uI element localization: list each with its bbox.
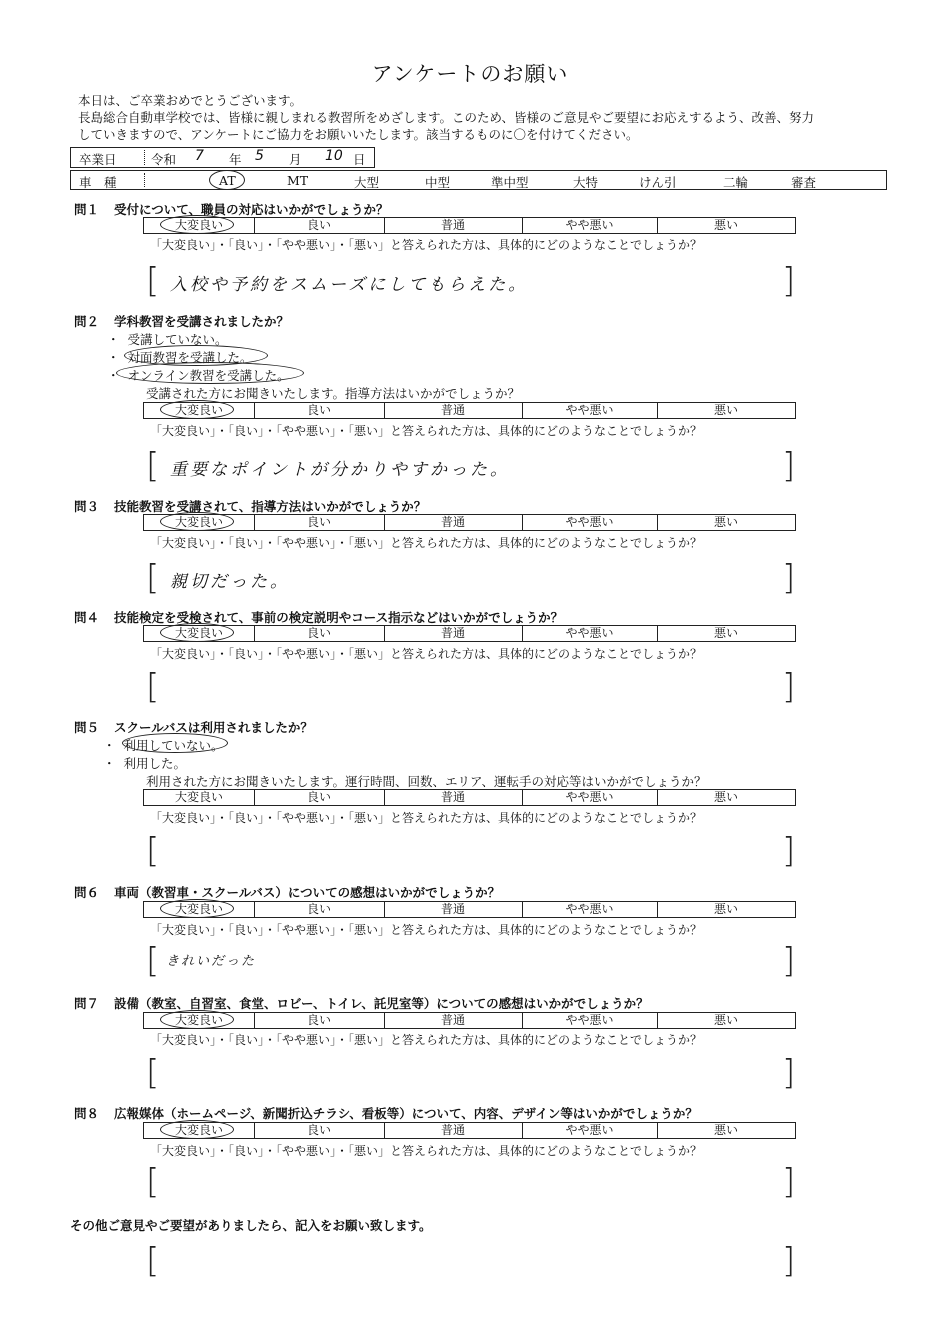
rating-q6 (143, 901, 796, 918)
rating-option[interactable]: 良い (254, 902, 385, 917)
q2-sub-option[interactable]: ・ オンライン教習を受講した。 (107, 368, 290, 383)
open-bracket: [ (146, 261, 160, 301)
followup-note: 「大変良い」・「良い」・「やや悪い」・「悪い」と答えられた方は、具体的にどのようなことでしょうか？ (150, 536, 703, 550)
close-bracket: ] (782, 1241, 796, 1281)
q2-selected-circle (116, 362, 304, 384)
close-bracket: ] (782, 667, 796, 707)
rating-option[interactable]: 良い (254, 218, 385, 233)
close-bracket: ] (782, 261, 796, 301)
open-bracket: [ (146, 1241, 160, 1281)
close-bracket: ] (782, 446, 796, 486)
rating-option[interactable]: 悪い (713, 902, 738, 916)
followup-note: 「大変良い」・「良い」・「やや悪い」・「悪い」と答えられた方は、具体的にどのようなことでしょうか？ (150, 1144, 703, 1158)
rating-option[interactable]: やや悪い (522, 515, 658, 530)
close-bracket: ] (782, 941, 796, 981)
rating-option[interactable]: 悪い (713, 403, 738, 417)
vehicle-type[interactable]: けん引 (639, 175, 677, 190)
vehicle-type[interactable]: 大型 (354, 175, 380, 190)
rating-option[interactable]: 普通 (384, 218, 523, 233)
open-bracket: [ (146, 1162, 160, 1202)
rating-q8 (143, 1122, 796, 1139)
page-title: アンケートのお願い (371, 62, 569, 86)
rating-option[interactable]: 大変良い (144, 902, 255, 917)
selected-circle (160, 623, 234, 642)
rating-option[interactable]: 悪い (713, 218, 738, 232)
vehicle-selected-circle (209, 170, 245, 190)
followup-note: 「大変良い」・「良い」・「やや悪い」・「悪い」と答えられた方は、具体的にどのようなことでしょうか？ (150, 424, 703, 438)
rating-option[interactable]: 大変良い (144, 626, 255, 641)
vehicle-type[interactable]: 中型 (425, 175, 451, 190)
question-6: 問６ 車両（教習車・スクールバス）についての感想はいかがでしょうか？ (74, 885, 501, 900)
graduation-label: 卒業日 (79, 152, 117, 167)
intro-line-1: 本日は、ご卒業おめでとうございます。 (78, 93, 303, 108)
rating-option[interactable]: 大変良い (144, 1013, 255, 1028)
vehicle-type-row (70, 170, 887, 190)
rating-q5 (143, 789, 796, 806)
rating-option[interactable]: 大変良い (144, 403, 255, 418)
question-7: 問７ 設備（教室、自習室、食堂、ロビー、トイレ、託児室等）についての感想はいかがでしょうか？ (74, 996, 649, 1011)
rating-option[interactable]: 普通 (384, 902, 523, 917)
rating-q1 (143, 217, 796, 234)
rating-option[interactable]: 悪い (713, 1013, 738, 1027)
graduation-day[interactable]: 10 (325, 148, 343, 164)
rating-option[interactable]: 良い (254, 1123, 385, 1138)
question-4: 問４ 技能検定を受検されて、事前の検定説明やコース指示などはいかがでしょうか？ (74, 610, 564, 625)
q5-selected-circle (122, 733, 228, 753)
rating-option[interactable]: 良い (254, 515, 385, 530)
rating-option[interactable]: 悪い (713, 515, 738, 529)
vehicle-type[interactable]: 二輪 (723, 175, 749, 190)
rating-option[interactable]: 悪い (713, 790, 738, 804)
graduation-month[interactable]: 5 (255, 148, 264, 164)
open-bracket: [ (146, 558, 160, 598)
rating-option[interactable]: 大変良い (144, 218, 255, 233)
era: 令和 (151, 152, 177, 167)
vehicle-type[interactable]: 審査 (791, 175, 817, 190)
q2-prompt: 受講された方にお聞きいたします。指導方法はいかがでしょうか？ (146, 386, 521, 401)
vehicle-type[interactable]: 大特 (573, 175, 599, 190)
q2-sub-option[interactable]: ・ 対面教習を受講した。 (107, 350, 253, 365)
intro-line-2: 長島総合自動車学校では、皆様に親しまれる教習所をめざします。このため、皆様のご意見やご要望にお応えするよう、改善、努力 (78, 110, 815, 125)
question-8: 問８ 広報媒体（ホームページ、新聞折込チラシ、看板等）について、内容、デザイン等はいかがでしょうか？ (74, 1106, 698, 1121)
question-3: 問３ 技能教習を受講されて、指導方法はいかがでしょうか？ (74, 499, 427, 514)
answer-q3[interactable]: 親切だった。 (170, 572, 290, 592)
rating-option[interactable]: 良い (254, 403, 385, 418)
close-bracket: ] (782, 1053, 796, 1093)
rating-option[interactable]: 普通 (384, 626, 523, 641)
q2-sub-option[interactable]: ・ 受講していない。 (107, 332, 228, 347)
rating-option[interactable]: 大変良い (144, 515, 255, 530)
selected-circle (160, 512, 234, 531)
rating-option[interactable]: やや悪い (522, 403, 658, 418)
close-bracket: ] (782, 831, 796, 871)
open-bracket: [ (146, 831, 160, 871)
followup-note: 「大変良い」・「良い」・「やや悪い」・「悪い」と答えられた方は、具体的にどのようなことでしょうか？ (150, 647, 703, 661)
q5-sub-option[interactable]: ・ 利用していない。 (103, 738, 224, 753)
graduation-year[interactable]: 7 (195, 148, 204, 164)
open-bracket: [ (146, 667, 160, 707)
close-bracket: ] (782, 1162, 796, 1202)
rating-option[interactable]: 普通 (384, 1013, 523, 1028)
rating-option[interactable]: 普通 (384, 790, 523, 805)
rating-option[interactable]: 普通 (384, 403, 523, 418)
rating-option[interactable]: 良い (254, 1013, 385, 1028)
graduation-date-row: 卒業日 令和 7 年 5 月 10 日 (70, 147, 375, 168)
followup-note: 「大変良い」・「良い」・「やや悪い」・「悪い」と答えられた方は、具体的にどのようなことでしょうか？ (150, 811, 703, 825)
followup-note: 「大変良い」・「良い」・「やや悪い」・「悪い」と答えられた方は、具体的にどのようなことでしょうか？ (150, 238, 703, 252)
rating-option[interactable]: 悪い (713, 626, 738, 640)
closing-text: その他ご意見やご要望がありましたら、記入をお願い致します。 (70, 1218, 432, 1233)
rating-option[interactable]: 大変良い (144, 1123, 255, 1138)
rating-option[interactable]: やや悪い (522, 1013, 658, 1028)
vehicle-label: 車 種 (79, 175, 117, 190)
vehicle-type[interactable]: AT (219, 173, 236, 188)
selected-circle (160, 899, 234, 918)
selected-circle (160, 1010, 234, 1029)
rating-q7 (143, 1012, 796, 1029)
followup-note: 「大変良い」・「良い」・「やや悪い」・「悪い」と答えられた方は、具体的にどのようなことでしょうか？ (150, 923, 703, 937)
close-bracket: ] (782, 558, 796, 598)
selected-circle (160, 400, 234, 419)
rating-option[interactable]: 良い (254, 626, 385, 641)
intro-line-3: していきますので、アンケートにご協力をお願いいたします。該当するものに〇を付けてください。 (78, 127, 639, 142)
open-bracket: [ (146, 941, 160, 981)
rating-option[interactable]: やや悪い (522, 1123, 658, 1138)
vehicle-type[interactable]: 準中型 (491, 175, 529, 190)
question-5: 問５ スクールバスは利用されましたか？ (74, 720, 313, 735)
vehicle-type[interactable]: MT (287, 173, 309, 188)
rating-option[interactable]: 悪い (713, 1123, 738, 1137)
rating-option[interactable]: 普通 (384, 1123, 523, 1138)
rating-option[interactable]: やや悪い (522, 218, 658, 233)
rating-option[interactable]: 普通 (384, 515, 523, 530)
followup-note: 「大変良い」・「良い」・「やや悪い」・「悪い」と答えられた方は、具体的にどのようなことでしょうか？ (150, 1033, 703, 1047)
rating-option[interactable]: 大変良い (144, 790, 255, 805)
selected-circle (160, 215, 234, 234)
rating-option[interactable]: 良い (254, 790, 385, 805)
selected-circle (160, 1120, 234, 1139)
rating-option[interactable]: やや悪い (522, 902, 658, 917)
rating-option[interactable]: やや悪い (522, 626, 658, 641)
answer-q6[interactable]: きれいだった (166, 954, 257, 969)
open-bracket: [ (146, 1053, 160, 1093)
rating-option[interactable]: やや悪い (522, 790, 658, 805)
rating-q4 (143, 625, 796, 642)
question-2: 問２ 学科教習を受講されましたか？ (74, 314, 290, 329)
question-1: 問１ 受付について、職員の対応はいかがでしょうか？ (74, 202, 389, 217)
answer-q1[interactable]: 入校や予約をスムーズにしてもらえた。 (170, 275, 529, 295)
answer-q2[interactable]: 重要なポイントが分かりやすかった。 (170, 460, 510, 480)
q5-sub-option[interactable]: ・ 利用した。 (103, 756, 186, 771)
rating-q3 (143, 514, 796, 531)
q5-prompt: 利用された方にお聞きいたします。運行時間、回数、エリア、運転手の対応等はいかがでしょうか？ (146, 774, 707, 789)
open-bracket: [ (146, 446, 160, 486)
rating-q2 (143, 402, 796, 419)
